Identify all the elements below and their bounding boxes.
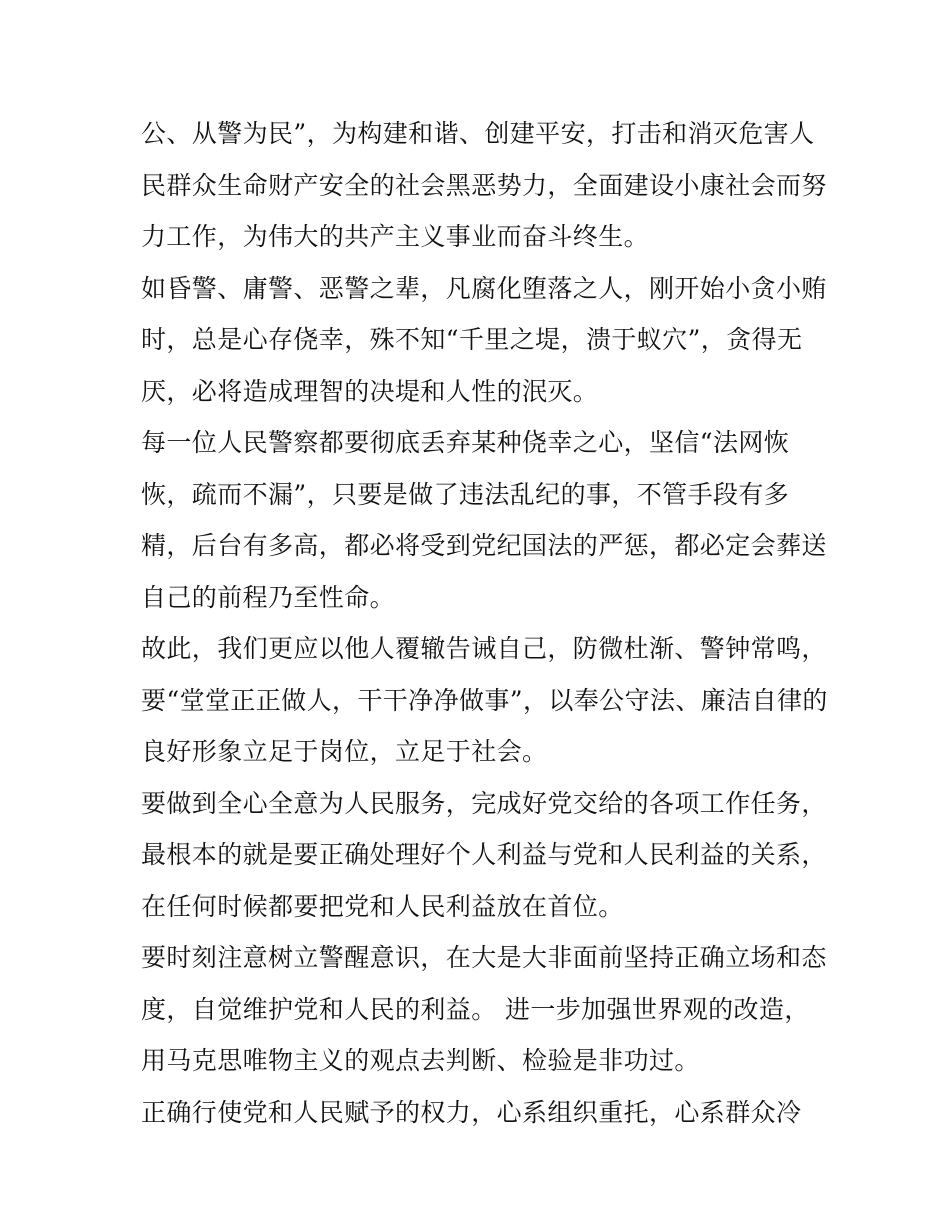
text-line: 在任何时候都要把党和人民利益放在首位。: [141, 891, 624, 921]
text-line: 度，自觉维护党和人民的利益。 进一步加强世界观的改造，: [141, 994, 810, 1024]
text-line: 力工作，为伟大的共产主义事业而奋斗终生。: [141, 222, 650, 251]
text-line: 时，总是心存侥幸，殊不知“千里之堤，溃于蚁穴”，贪得无: [141, 325, 803, 354]
text-line: 要做到全心全意为人民服务，完成好党交给的各项工作任务，: [141, 788, 827, 818]
text-line: 自己的前程乃至性命。: [141, 582, 396, 612]
text-line: 用马克思唯物主义的观点去判断、检验是非功过。: [141, 1046, 700, 1075]
text-line: 良好形象立足于岗位，立足于社会。: [141, 737, 548, 766]
text-line: 故此，我们更应以他人覆辙告诫自己，防微杜渐、警钟常鸣，: [141, 634, 827, 663]
text-line: 每一位人民警察都要彻底丢弃某种侥幸之心，坚信“法网恢: [141, 428, 790, 457]
text-line: 要“堂堂正正做人，干干净净做事”，以奉公守法、廉洁自律的: [141, 685, 828, 715]
text-line: 恢，疏而不漏”，只要是做了违法乱纪的事，不管手段有多: [141, 479, 790, 509]
text-line: 民群众生命财产安全的社会黑恶势力，全面建设小康社会而努: [141, 170, 827, 200]
body-text: [141, 108, 828, 1138]
text-line: 正确行使党和人民赋予的权力，心系组织重托，心系群众冷: [141, 1097, 802, 1127]
text-line: 精，后台有多高，都必将受到党纪国法的严惩，都必定会葬送: [141, 531, 827, 560]
text-line: 如昏警、庸警、恶警之辈，凡腐化堕落之人，刚开始小贪小贿: [141, 273, 827, 303]
text-line: 厌，必将造成理智的决堤和人性的泯灭。: [141, 376, 599, 406]
text-line: 公、从警为民”，为构建和谐、创建平安，打击和消灭危害人: [141, 119, 815, 148]
text-line: 要时刻注意树立警醒意识，在大是大非面前坚持正确立场和态: [141, 943, 827, 972]
text-line: 最根本的就是要正确处理好个人利益与党和人民利益的关系，: [141, 840, 827, 869]
